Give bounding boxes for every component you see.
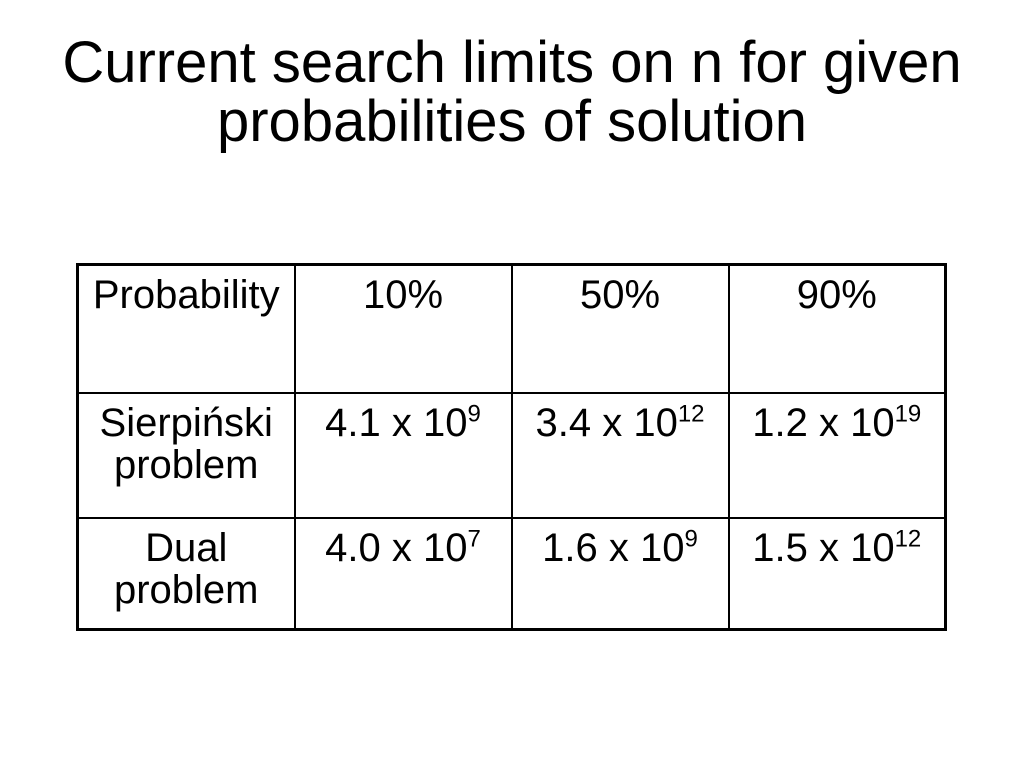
value-base: 1.6 x 10 xyxy=(542,525,685,570)
row-sierpinski-problem xyxy=(78,393,946,518)
header-cell-probability: Probability xyxy=(78,265,295,393)
value-exponent: 12 xyxy=(894,525,922,553)
row-dual-problem xyxy=(78,518,946,630)
value-exponent: 19 xyxy=(894,400,922,428)
header-row xyxy=(78,265,946,393)
cell-sierpinski-label: Sierpiński problem xyxy=(78,393,295,518)
value-exponent: 12 xyxy=(677,400,705,428)
cell-dual-label: Dual problem xyxy=(78,518,295,630)
value-base: 1.2 x 10 xyxy=(752,400,895,445)
cell-dual-10pct xyxy=(295,518,512,630)
header-cell-10pct: 10% xyxy=(295,265,512,393)
cell-sierpinski-90pct xyxy=(729,393,946,518)
value-base: 4.0 x 10 xyxy=(325,525,468,570)
value-exponent: 7 xyxy=(467,525,481,553)
value-base: 4.1 x 10 xyxy=(325,400,468,445)
header-cell-90pct: 90% xyxy=(729,265,946,393)
search-limits-table xyxy=(76,263,947,631)
cell-sierpinski-50pct xyxy=(512,393,729,518)
header-cell-50pct: 50% xyxy=(512,265,729,393)
cell-dual-90pct xyxy=(729,518,946,630)
value-exponent: 9 xyxy=(684,525,698,553)
slide-title: Current search limits on n for given probabilities of solution xyxy=(62,30,962,155)
cell-sierpinski-10pct xyxy=(295,393,512,518)
value-base: 3.4 x 10 xyxy=(535,400,678,445)
cell-dual-50pct xyxy=(512,518,729,630)
value-exponent: 9 xyxy=(467,400,481,428)
value-base: 1.5 x 10 xyxy=(752,525,895,570)
